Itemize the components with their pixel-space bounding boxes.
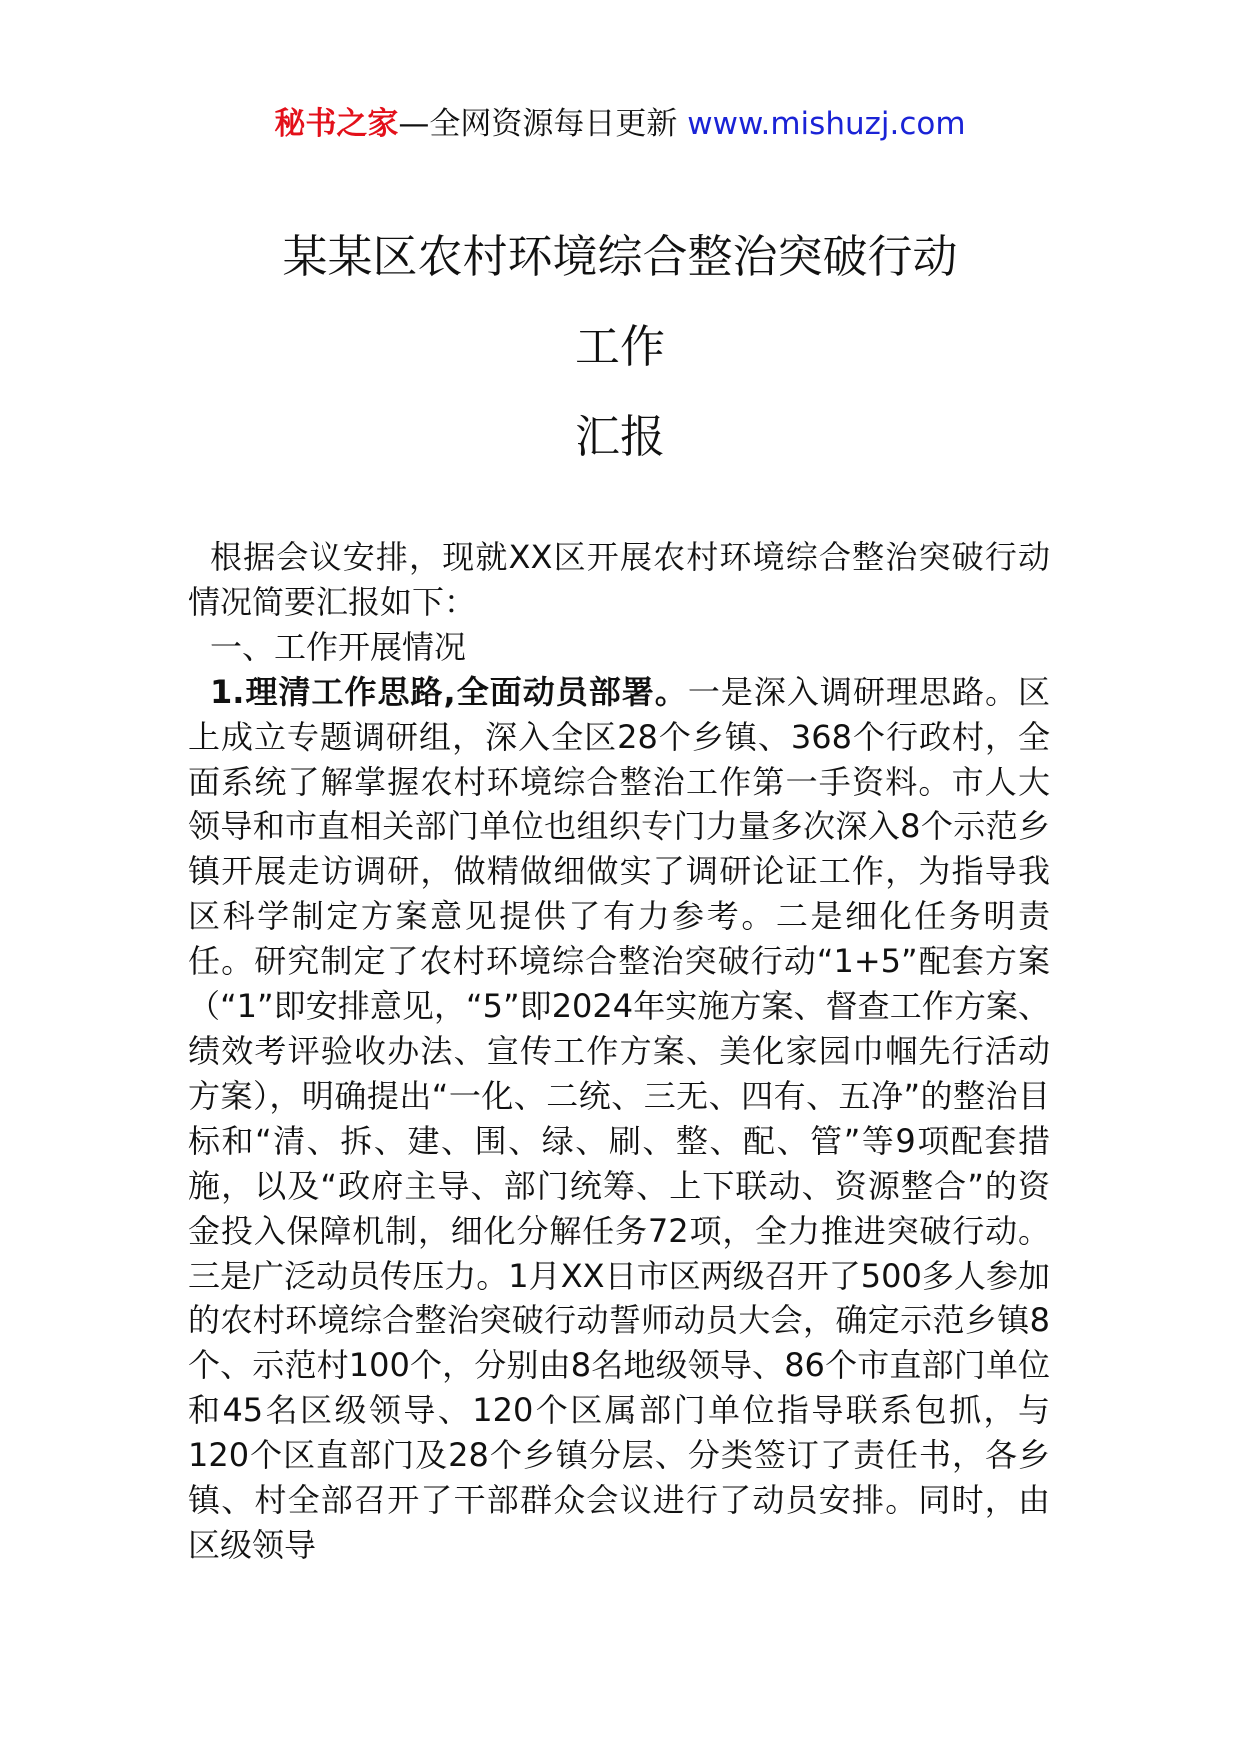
intro-paragraph: 根据会议安排，现就XX区开展农村环境综合整治突破行动情况简要汇报如下： (188, 538, 1050, 621)
title-line-2: 工作 (574, 320, 665, 373)
banner-url-link[interactable]: www.mishuzj.com (687, 106, 966, 142)
banner-tagline: —全网资源每日更新 (398, 106, 688, 142)
title-line-1: 某某区农村环境综合整治突破行动 (282, 230, 958, 283)
document-body (188, 535, 1050, 1568)
document-title (0, 212, 1240, 482)
banner-brand: 秘书之家 (274, 106, 399, 142)
site-banner (0, 104, 1240, 144)
item-1-paragraph (188, 670, 1050, 1568)
item-1-lead: 1.理清工作思路,全面动员部署。 (210, 672, 688, 711)
title-line-3: 汇报 (574, 410, 665, 463)
item-1-text: 一是深入调研理思路。区上成立专题调研组，深入全区28个乡镇、368个行政村，全面系统了解掌握农村环境综合整治工作第一手资料。市人大领导和市直相关部门单位也组织专门力量多次深入8个示范乡镇开展走访调研，做精做细做实了调研论证工作，为指导我区科学制定方案意见提供了有力参考。二是细化任务明责任。研究制定了农村环境综合整治突破行动“1+5”配套方案（“1”即安排意见，“5”即2024年实施方案、督查工作方案、绩效考评验收办法、宣传工作方案、美化家园巾帼先行活动方案），明确提出“一化、二统、三无、四有、五净”的整治目标和“清、拆、建、围、绿、刷、整、配、管”等9项配套措施，以及“政府主导、部门统筹、上下联动、资源整合”的资金投入保障机制，细化分解任务72项，全力推进突破行动。三是广泛动员传压力。1月XX日市区两级召开了500多人参加的农村环境综合整治突破行动誓师动员大会，确定示范乡镇8个、示范村100个，分别由8名地级领导、86个市直部门单位和45名区级领导、120个区属部门单位指导联系包抓，与120个区直部门及28个乡镇分层、分类签订了责任书，各乡镇、村全部召开了干部群众会议进行了动员安排。同时，由区级领导 (188, 672, 1050, 1564)
section-heading: 一、工作开展情况 (210, 627, 467, 666)
